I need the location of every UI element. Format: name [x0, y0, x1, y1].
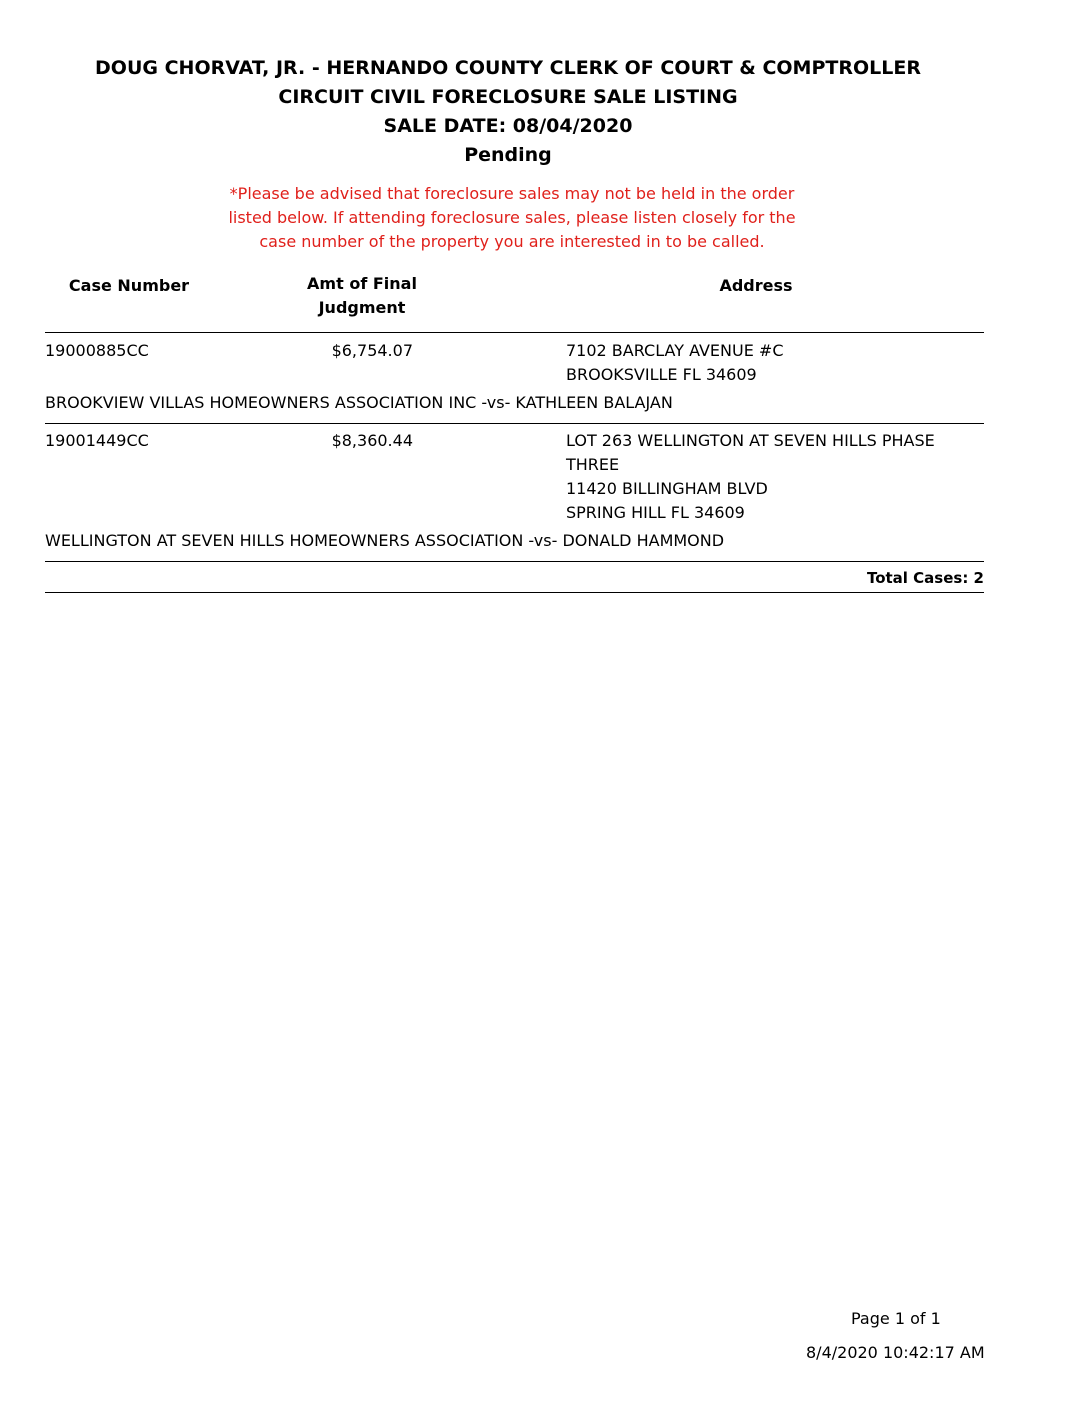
report-header	[0, 54, 1016, 170]
report-title: DOUG CHORVAT, JR. - HERNANDO COUNTY CLERK OF COURT & COMPTROLLER	[95, 57, 921, 79]
case-parties: WELLINGTON AT SEVEN HILLS HOMEOWNERS ASSOCIATION -vs- DONALD HAMMOND	[45, 531, 725, 550]
judgment-amount: $6,754.07	[331, 341, 413, 360]
row-divider	[45, 561, 984, 562]
column-header-case-number: Case Number	[68, 276, 190, 295]
advisory-notice	[0, 182, 1024, 254]
address-line: 7102 BARCLAY AVENUE #C	[566, 341, 784, 360]
property-address	[566, 429, 935, 525]
total-cases: Total Cases: 2	[866, 569, 984, 587]
report-subtitle: CIRCUIT CIVIL FORECLOSURE SALE LISTING	[278, 86, 738, 108]
status-label: Pending	[464, 144, 552, 166]
case-number: 19001449CC	[45, 431, 149, 450]
column-header-address: Address	[719, 276, 793, 295]
address-line: THREE	[566, 455, 620, 474]
address-line: LOT 263 WELLINGTON AT SEVEN HILLS PHASE	[566, 431, 935, 450]
judgment-amount: $8,360.44	[331, 431, 413, 450]
case-number: 19000885CC	[45, 341, 149, 360]
case-parties: BROOKVIEW VILLAS HOMEOWNERS ASSOCIATION INC -vs- KATHLEEN BALAJAN	[45, 393, 673, 412]
row-divider	[45, 423, 984, 424]
address-line: BROOKSVILLE FL 34609	[566, 365, 757, 384]
notice-line: case number of the property you are interested in to be called.	[259, 232, 765, 251]
address-line: SPRING HILL FL 34609	[566, 503, 745, 522]
notice-line: listed below. If attending foreclosure sales, please listen closely for the	[228, 208, 796, 227]
column-header-amount-line2: Judgment	[318, 298, 406, 317]
property-address	[566, 339, 784, 387]
print-timestamp: 8/4/2020 10:42:17 AM	[806, 1343, 985, 1362]
sale-date: SALE DATE: 08/04/2020	[383, 115, 633, 137]
column-header-amount	[287, 272, 437, 320]
column-header-amount-line1: Amt of Final	[307, 274, 417, 293]
notice-line: *Please be advised that foreclosure sales may not be held in the order	[229, 184, 795, 203]
summary-divider	[45, 592, 984, 593]
address-line: 11420 BILLINGHAM BLVD	[566, 479, 768, 498]
header-divider	[45, 332, 984, 333]
page-number: Page 1 of 1	[851, 1309, 941, 1328]
